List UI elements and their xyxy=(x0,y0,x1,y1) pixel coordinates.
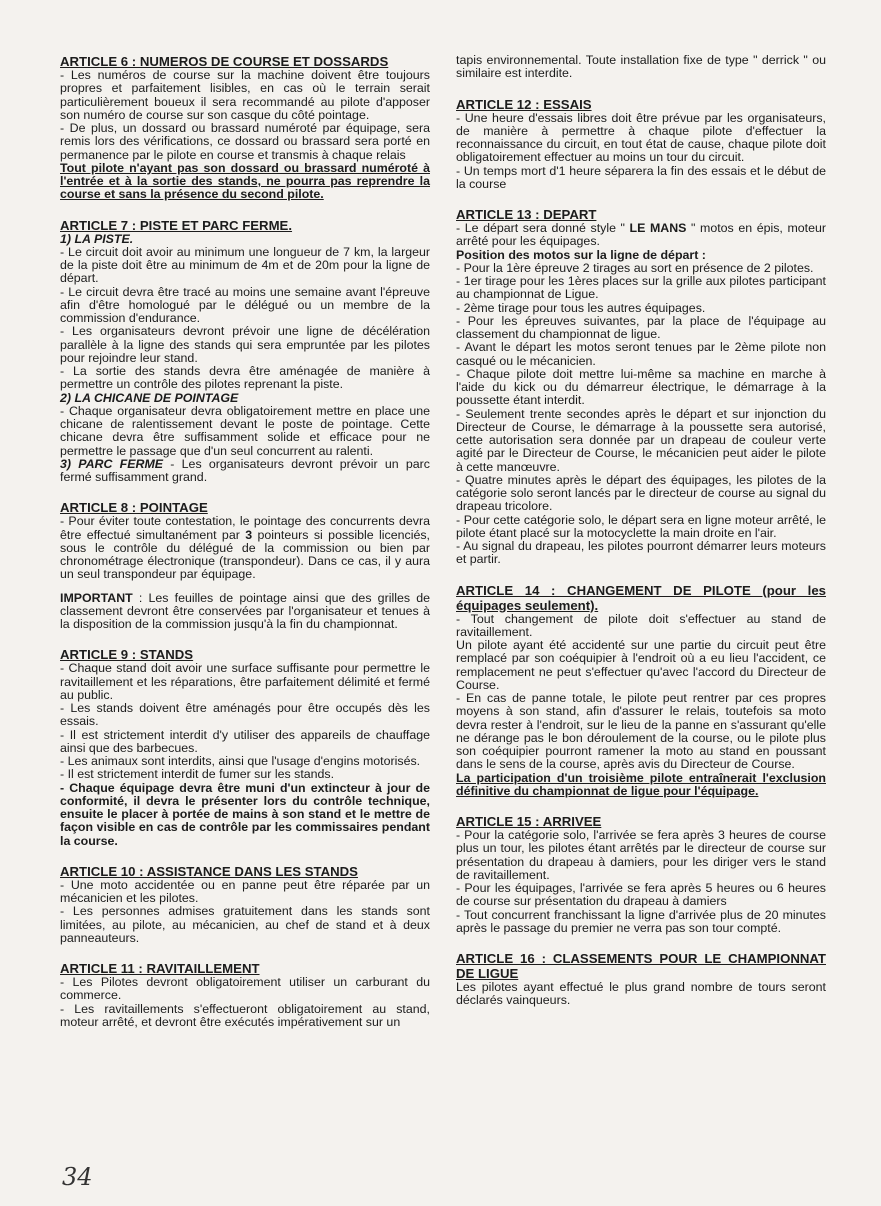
article-6-paragraph: - Les numéros de course sur la machine doivent être toujours propres et parfaitement lisibles, en cas où le terrain serait particulièrement boueux il sera recommandé au pilote d'apposer son numéro de course sur son casque du côté pointage. xyxy=(60,68,430,122)
article-13-paragraph: - Pour cette catégorie solo, le départ sera en ligne moteur arrêté, le pilote étant placé sur la motocyclette la main droite en l'air. xyxy=(456,512,826,540)
article-7-paragraph: - Chaque organisateur devra obligatoirement mettre en place une chicane de ralentissement devant le poste de pointage. Cette chicane devra être suffisamment solide et efficace pour ne permettre le passage que d'un seul concurrent au ralenti. xyxy=(60,403,430,458)
article-8-paragraph xyxy=(60,515,430,581)
article-16-title: ARTICLE 16 : CLASSEMENTS POUR LE CHAMPIONNAT DE LIGUE xyxy=(456,951,826,981)
article-13-paragraph: - Au signal du drapeau, les pilotes pourront démarrer leurs moteurs et partir. xyxy=(456,539,826,567)
article-6-warning: Tout pilote n'ayant pas son dossard ou brassard numéroté à l'entrée et à la sortie des stands, ne pourra pas reprendre la course et sans la présence du second pilote. xyxy=(60,160,430,202)
article-13-title: ARTICLE 13 : DEPART xyxy=(456,207,597,222)
article-13-paragraph xyxy=(456,222,826,249)
article-9-paragraph: - Les animaux sont interdits, ainsi que l'usage d'engins motorisés. xyxy=(60,754,421,768)
article-8-important xyxy=(60,592,430,632)
article-12-paragraph: - Un temps mort d'1 heure séparera la fin des essais et le début de la course xyxy=(456,163,826,191)
right-column xyxy=(456,54,826,1008)
article-14-paragraph: - En cas de panne totale, le pilote peut rentrer par ces propres moyens à son stand, afin d'assurer le relais, toutefois sa moto devra rester à l'endroit, sur le lieu de la panne en s'assurant qu'elle ne dérange pas le bon déroulement de la course, ou le pilote plus son coéquipier pourront ramener la moto au stand en poussant dans le sens de la course, après avis du Directeur de Course. xyxy=(456,691,826,772)
article-6-title: ARTICLE 6 : NUMEROS DE COURSE ET DOSSARDS xyxy=(60,54,389,69)
continued-paragraph: tapis environnemental. Toute installation fixe de type " derrick " ou similaire est interdite. xyxy=(456,53,826,81)
article-14-paragraph: - Tout changement de pilote doit s'effectuer au stand de ravitaillement. xyxy=(456,611,826,639)
article-9-extinguisher-rule: - Chaque équipage devra être muni d'un extincteur à jour de conformité, il devra le présenter lors du contrôle technique, ensuite le placer à portée de mains à son stand et le mettre de façon visible en cas de contrôle par les commissaires pendant la course. xyxy=(60,780,430,848)
article-10-paragraph: - Une moto accidentée ou en panne peut être réparée par un mécanicien et les pilotes. xyxy=(60,877,430,905)
article-7-paragraph: - Les organisateurs devront prévoir une ligne de décélération parallèle à la ligne des stands qui sera empruntée par les pilotes pour rejoindre leur stand. xyxy=(60,324,430,365)
article-7-paragraph: - Le circuit devra être tracé au moins une semaine avant l'épreuve afin d'être homologué par le délégué ou un membre de la commission d'endurance. xyxy=(60,284,430,325)
article-14-paragraph: Un pilote ayant été accidenté sur une partie du circuit peut être remplacé par son coéquipier à l'endroit où a eu lieu l'accident, ce remplacement ne peut s'effectuer qu'avec l'accord du Directeur de Course. xyxy=(456,638,826,692)
article-13-paragraph: - Pour les épreuves suivantes, par la place de l'équipage au classement du championnat de ligue. xyxy=(456,313,826,341)
article-10-paragraph: - Les personnes admises gratuitement dans les stands sont limitées, au pilote, au mécanicien, au chef de stand et à deux panneauteurs. xyxy=(60,904,430,945)
article-7-paragraph xyxy=(60,458,430,485)
article-9-paragraph: - Chaque stand doit avoir une surface suffisante pour permettre le ravitaillement et les réparations, être parfaitement délimité et fermé au public. xyxy=(60,661,430,702)
article-8-text: - Pour éviter toute contestation, le pointage des concurrents devra être effectué simultanément par xyxy=(60,514,430,542)
le-mans-label: LE MANS xyxy=(629,221,687,235)
article-9-title: ARTICLE 9 : STANDS xyxy=(60,647,194,663)
left-column xyxy=(60,54,430,1029)
article-7-paragraph: - La sortie des stands devra être aménagée de manière à permettre un contrôle des pilotes reprenant la piste. xyxy=(60,364,430,392)
important-label: IMPORTANT xyxy=(60,590,133,605)
article-13-paragraph: - Seulement trente secondes après le départ et sur injonction du Directeur de Course, le démarrage à la poussette sera autorisé, cette autorisation sera donnée par un drapeau de couleur verte agité par le Directeur de Course, le mécanicien peut aider le pilote à cette manœuvre. xyxy=(456,406,826,474)
article-9-paragraph: - Les stands doivent être aménagés pour être occupés dès les essais. xyxy=(60,701,430,729)
article-13-paragraph: - 2ème tirage pour tous les autres équipages. xyxy=(456,300,706,315)
article-15-paragraph: - Pour les équipages, l'arrivée se fera après 5 heures ou 6 heures de course sur présentation du drapeau à damiers xyxy=(456,881,826,909)
article-13-text: " motos en épis, moteur arrêté pour les équipages. xyxy=(456,221,827,249)
article-11-paragraph: - Les Pilotes devront obligatoirement utiliser un carburant du commerce. xyxy=(60,975,430,1003)
article-6-paragraph: - De plus, un dossard ou brassard numéroté par équipage, sera remis lors des vérifications, ce dossard ou brassard sera porté en permanence par le pilote en course et transmis à chaque relais xyxy=(60,121,430,162)
article-15-title: ARTICLE 15 : ARRIVEE xyxy=(456,814,602,829)
article-15-paragraph: - Tout concurrent franchissant la ligne d'arrivée plus de 20 minutes après le passage du premier ne verra pas son tour compté. xyxy=(456,907,826,935)
article-8-text: : Les feuilles de pointage ainsi que des grilles de classement devront être conservées par l'organisateur et tenues à la disposition de la commission jusqu'à la fin du championnat. xyxy=(60,590,430,631)
article-14-warning: La participation d'un troisième pilote entraînerait l'exclusion définitive du championnat de ligue pour l'équipage. xyxy=(456,770,826,798)
article-12-title: ARTICLE 12 : ESSAIS xyxy=(456,96,592,112)
article-7-text: - Les organisateurs devront prévoir un parc fermé suffisamment grand. xyxy=(60,456,430,484)
article-13-paragraph: - 1er tirage pour les 1ères places sur la grille aux pilotes participant au championnat de Ligue. xyxy=(456,274,826,302)
article-10-title: ARTICLE 10 : ASSISTANCE DANS LES STANDS xyxy=(60,863,358,879)
article-7-subheading: 2) LA CHICANE DE POINTAGE xyxy=(60,390,239,405)
article-8-text: pointeurs si possible licenciés, sous le contrôle du délégué de la commission ou bien par chronométrage électronique (transpondeur). Dans ce cas, il y aura un seul transpondeur par équipage. xyxy=(60,527,430,582)
article-12-paragraph: - Une heure d'essais libres doit être prévue par les organisateurs, de manière à permettre à chaque pilote d'effectuer la reconnaissance du circuit, en tout état de cause, chaque pilote doit obligatoirement effectuer au moins un tour du circuit. xyxy=(456,110,826,165)
article-8-title: ARTICLE 8 : POINTAGE xyxy=(60,500,208,516)
article-7-paragraph: - Le circuit doit avoir au minimum une longueur de 7 km, la largeur de la piste doit être au minimum de 4m et de 20m pour la ligne de départ. xyxy=(60,244,430,286)
article-14-title: ARTICLE 14 : CHANGEMENT DE PILOTE (pour les équipages seulement). xyxy=(456,582,826,613)
article-16-paragraph: Les pilotes ayant effectué le plus grand nombre de tours seront déclarés vainqueurs. xyxy=(456,980,826,1008)
article-7-title: ARTICLE 7 : PISTE ET PARC FERME. xyxy=(60,217,293,233)
article-9-paragraph: - Il est strictement interdit d'y utiliser des appareils de chauffage ainsi que des barbecues. xyxy=(60,727,430,755)
article-15-paragraph: - Pour la catégorie solo, l'arrivée se fera après 3 heures de course plus un tour, les pilotes étant arrêtés par le directeur de course sur présentation du drapeau à damiers, pour les diriger vers le stand de ravitaillement. xyxy=(456,828,826,882)
article-13-paragraph: - Chaque pilote doit mettre lui-même sa machine en marche à l'aide du kick ou du démarreur électrique, le démarrage à la poussette étant interdit. xyxy=(456,366,826,408)
article-13-subheading: Position des motos sur la ligne de départ : xyxy=(456,247,706,262)
article-9-paragraph: - Il est strictement interdit de fumer sur les stands. xyxy=(60,767,335,782)
article-7-subheading: 1) LA PISTE. xyxy=(60,231,134,246)
article-11-paragraph: - Les ravitaillements s'effectueront obligatoirement au stand, moteur arrêté, et devront être exécutés impérativement sur un xyxy=(60,1001,430,1029)
article-13-paragraph: - Quatre minutes après le départ des équipages, les pilotes de la catégorie solo seront lancés par le directeur de course au signal du drapeau tricolore. xyxy=(456,472,826,514)
article-13-paragraph: - Avant le départ les motos seront tenues par le 2ème pilote non casqué ou le mécanicien. xyxy=(456,340,826,368)
article-11-title: ARTICLE 11 : RAVITAILLEMENT xyxy=(60,961,260,976)
article-13-text: - Le départ sera donné style " xyxy=(456,221,630,235)
article-8-count: 3 xyxy=(245,527,253,542)
article-7-subheading: 3) PARC FERME xyxy=(60,456,164,471)
article-13-paragraph: - Pour la 1ère épreuve 2 tirages au sort en présence de 2 pilotes. xyxy=(456,260,814,275)
page-number: 34 xyxy=(62,1163,93,1191)
